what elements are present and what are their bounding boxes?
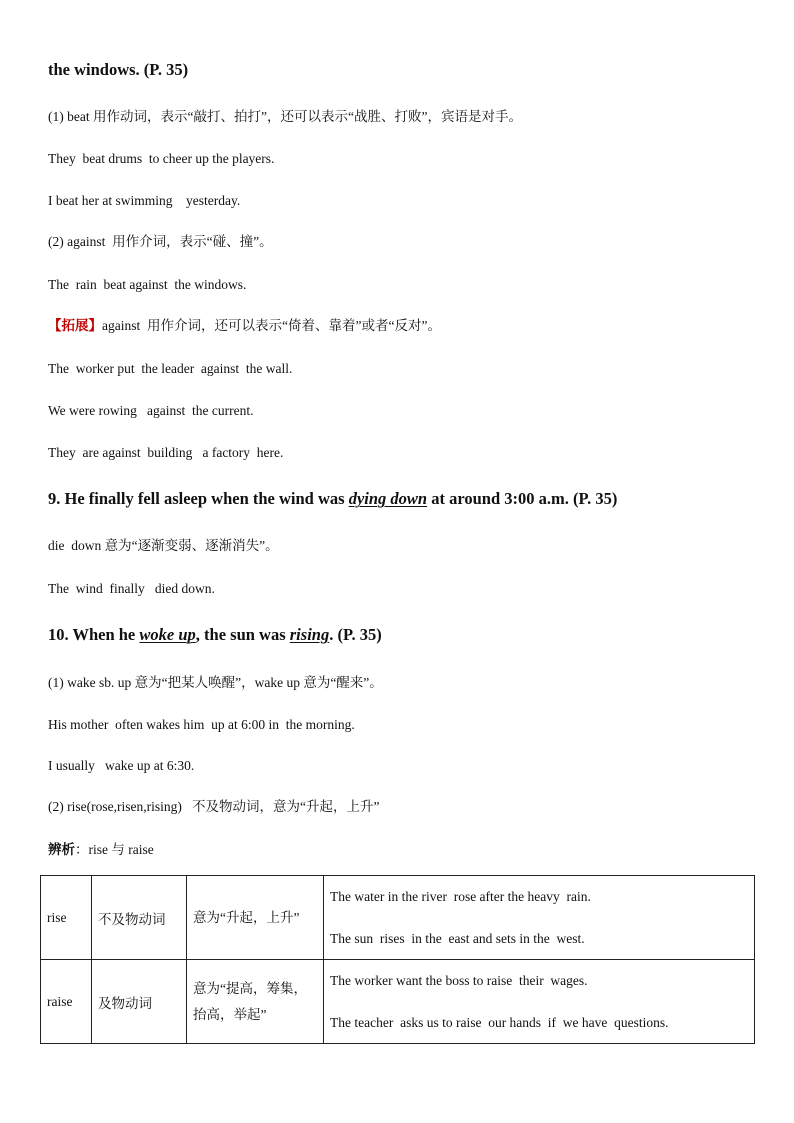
example-sentence: The teacher asks us to raise our hands if we have questions. — [330, 1014, 669, 1030]
example-sentence: His mother often wakes him up at 6:00 in the morning. — [48, 717, 355, 732]
table-cell-meaning: 意为“提高，筹集，抬高，举起” — [187, 960, 324, 1044]
example-sentence: I usually wake up at 6:30. — [48, 758, 195, 773]
comparison-tag: 辨析 — [48, 842, 75, 857]
table-row — [41, 960, 755, 1044]
example-sentence: The rain beat against the windows. — [48, 277, 247, 292]
note-wake-up: (1) wake sb. up 意为“把某人唤醒”，wake up 意为“醒来”。 — [48, 675, 383, 690]
heading-text: , the sun was — [195, 625, 290, 644]
comparison-heading — [48, 841, 154, 859]
heading-item-9 — [48, 489, 617, 509]
note-beat-usage: (1) beat 用作动词，表示“敲打、拍打”，还可以表示“战胜、打败”，宾语是对手。 — [48, 109, 522, 124]
table-cell-type: 及物动词 — [92, 960, 187, 1044]
table-cell-type: 不及物动词 — [92, 876, 187, 960]
heading-keyword: dying down — [348, 489, 428, 508]
example-sentence: The worker want the boss to raise their wages. — [330, 972, 588, 988]
comparison-table — [40, 875, 755, 1044]
heading-text: . (P. 35) — [329, 625, 382, 644]
table-cell-word: rise — [41, 876, 92, 960]
note-against-usage: (2) against 用作介词，表示“碰、撞”。 — [48, 234, 273, 249]
heading-keyword: woke up — [139, 625, 196, 644]
example-sentence: They beat drums to cheer up the players. — [48, 151, 275, 166]
heading-text: at around 3:00 a.m. (P. 35) — [427, 489, 618, 508]
table-cell-examples — [324, 960, 755, 1044]
table-cell-examples — [324, 876, 755, 960]
extension-text: against 用作介词，还可以表示“倚着、靠着”或者“反对”。 — [102, 318, 441, 333]
table-cell-word: raise — [41, 960, 92, 1044]
example-sentence: I beat her at swimming yesterday. — [48, 193, 241, 208]
table-cell-meaning: 意为“升起，上升” — [187, 876, 324, 960]
heading-text: 10. When he — [48, 625, 140, 644]
note-rise-forms: (2) rise(rose,risen,rising) 不及物动词，意为“升起，上升” — [48, 799, 380, 814]
heading-text: 9. He finally fell asleep when the wind was — [48, 489, 349, 508]
example-sentence: The worker put the leader against the wall. — [48, 361, 293, 376]
heading-keyword: rising — [289, 625, 330, 644]
example-sentence: We were rowing against the current. — [48, 403, 254, 418]
note-die-down: die down 意为“逐渐变弱、逐渐消失”。 — [48, 538, 279, 553]
comparison-text: ：rise 与 raise — [75, 842, 154, 857]
example-sentence: They are against building a factory here. — [48, 445, 284, 460]
extension-note — [48, 317, 441, 335]
table-row — [41, 876, 755, 960]
heading-continuation: the windows. (P. 35) — [48, 60, 189, 79]
example-sentence: The sun rises in the east and sets in the west. — [330, 930, 585, 946]
example-sentence: The wind finally died down. — [48, 581, 215, 596]
extension-tag: 【拓展】 — [48, 318, 102, 333]
example-sentence: The water in the river rose after the heavy rain. — [330, 888, 591, 904]
heading-item-10 — [48, 625, 382, 645]
